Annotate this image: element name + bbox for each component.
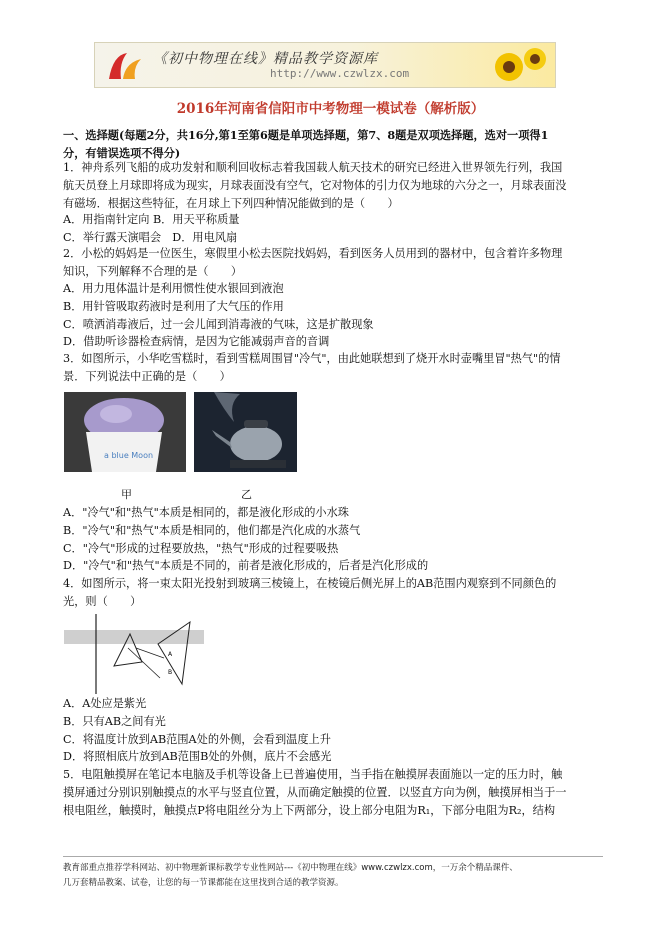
prism-diagram xyxy=(64,612,204,694)
q2-option-a: A．用力甩体温计是利用惯性使水银回到液泡 xyxy=(63,282,284,295)
q4-option-c: C．将温度计放到AB范围A处的外侧，会看到温度上升 xyxy=(63,733,331,746)
q2-stem-2: 知识，下列解释不合理的是（ ） xyxy=(63,265,243,278)
q4-option-a: A．A处应是紫光 xyxy=(63,697,147,710)
q5-stem-2: 摸屏通过分别识别触摸点的水平与竖直位置，从而确定触摸的位置．以竖直方向为例，触摸屏相当于一 xyxy=(63,786,567,799)
q3-stem-2: 景．下列说法中正确的是（ ） xyxy=(63,370,231,383)
figure-label-yi: 乙 xyxy=(241,488,252,501)
site-logo-icon xyxy=(105,49,145,83)
q3-option-b: B．"冷气"和"热气"本质是相同的，他们都是汽化成的水蒸气 xyxy=(63,524,361,537)
q2-stem-1: 2．小松的妈妈是一位医生，寒假里小松去医院找妈妈，看到医务人员用到的器材中，包含着许多物理 xyxy=(63,247,563,260)
page-title: 2016年河南省信阳市中考物理一模试卷（解析版） xyxy=(176,101,485,117)
point-b-label: B xyxy=(168,669,173,676)
q1-options-ab: A．用指南针定向 B．用天平称质量 xyxy=(63,213,240,226)
q3-option-a: A．"冷气"和"热气"本质是相同的，都是液化形成的小水珠 xyxy=(63,506,349,519)
ice-cream-photo xyxy=(64,392,186,472)
section-heading-cont: 分，有错误选项不得分) xyxy=(63,146,181,160)
kettle-photo xyxy=(194,392,297,472)
q1-stem-1: 1．神舟系列飞船的成功发射和顺利回收标志着我国载人航天技术的研究已经进入世界领先行列，我国 xyxy=(63,161,563,174)
q1-stem-2: 航天员登上月球即将成为现实，月球表面没有空气，它对物体的引力仅为地球的六分之一，月球表面没 xyxy=(63,179,567,192)
footer-line-2: 几万套精品教案、试卷，让您的每一节课都能在这里找到合适的教学资源。 xyxy=(63,878,344,888)
q5-stem-1: 5．电阻触摸屏在笔记本电脑及手机等设备上已普遍使用，当手指在触摸屏表面施以一定的压力时，触 xyxy=(63,768,563,781)
q1-stem-3: 有磁场．根据这些特征，在月球上下列四种情况能做到的是（ ） xyxy=(63,197,399,210)
cup-text: a blue Moon xyxy=(104,451,154,460)
q3-option-d: D．"冷气"和"热气"本质是不同的，前者是液化形成的，后者是汽化形成的 xyxy=(63,559,429,572)
footer-line-1: 教育部重点推荐学科网站、初中物理新课标教学专业性网站---《初中物理在线》www.czwlzx.com，一万余个精品课件、 xyxy=(63,863,518,873)
q3-option-c: C．"冷气"形成的过程要放热，"热气"形成的过程要吸热 xyxy=(63,542,339,555)
figure-label-jia: 甲 xyxy=(121,488,132,501)
section-heading: 一、选择题(每题2分，共16分,第1至第6题是单项选择题，第7、8题是双项选择题，选对一项得1 xyxy=(63,128,549,142)
q5-stem-3: 根电阻丝，触摸时，触摸点P将电阻丝分为上下两部分，设上部分电阻为R₁，下部分电阻为R₂，结构 xyxy=(63,804,556,817)
header-banner xyxy=(94,42,556,88)
banner-url[interactable]: http://www.czwlzx.com xyxy=(270,67,410,80)
sunflower-icon xyxy=(489,45,549,85)
q3-stem-1: 3．如图所示，小华吃雪糕时，看到雪糕周围冒"冷气"，由此她联想到了烧开水时壶嘴里冒"热气"的情 xyxy=(63,352,561,365)
q4-stem-1: 4．如图所示，将一束太阳光投射到玻璃三棱镜上，在棱镜后侧光屏上的AB范围内观察到不同颜色的 xyxy=(63,577,557,590)
q2-option-b: B．用针管吸取药液时是利用了大气压的作用 xyxy=(63,300,284,313)
banner-title: 《初中物理在线》精品教学资源库 xyxy=(153,51,378,67)
q4-stem-2: 光，则（ ） xyxy=(63,595,142,608)
footer-divider xyxy=(63,856,603,857)
q4-option-b: B．只有AB之间有光 xyxy=(63,715,166,728)
q2-option-c: C．喷洒消毒液后，过一会儿闻到消毒液的气味，这是扩散现象 xyxy=(63,318,374,331)
point-a-label: A xyxy=(168,651,173,658)
q2-option-d: D．借助听诊器检查病情，是因为它能减弱声音的音调 xyxy=(63,335,330,348)
q1-options-cd: C．举行露天演唱会 D．用电风扇 xyxy=(63,231,238,244)
q4-option-d: D．将照相底片放到AB范围B处的外侧，底片不会感光 xyxy=(63,750,332,763)
